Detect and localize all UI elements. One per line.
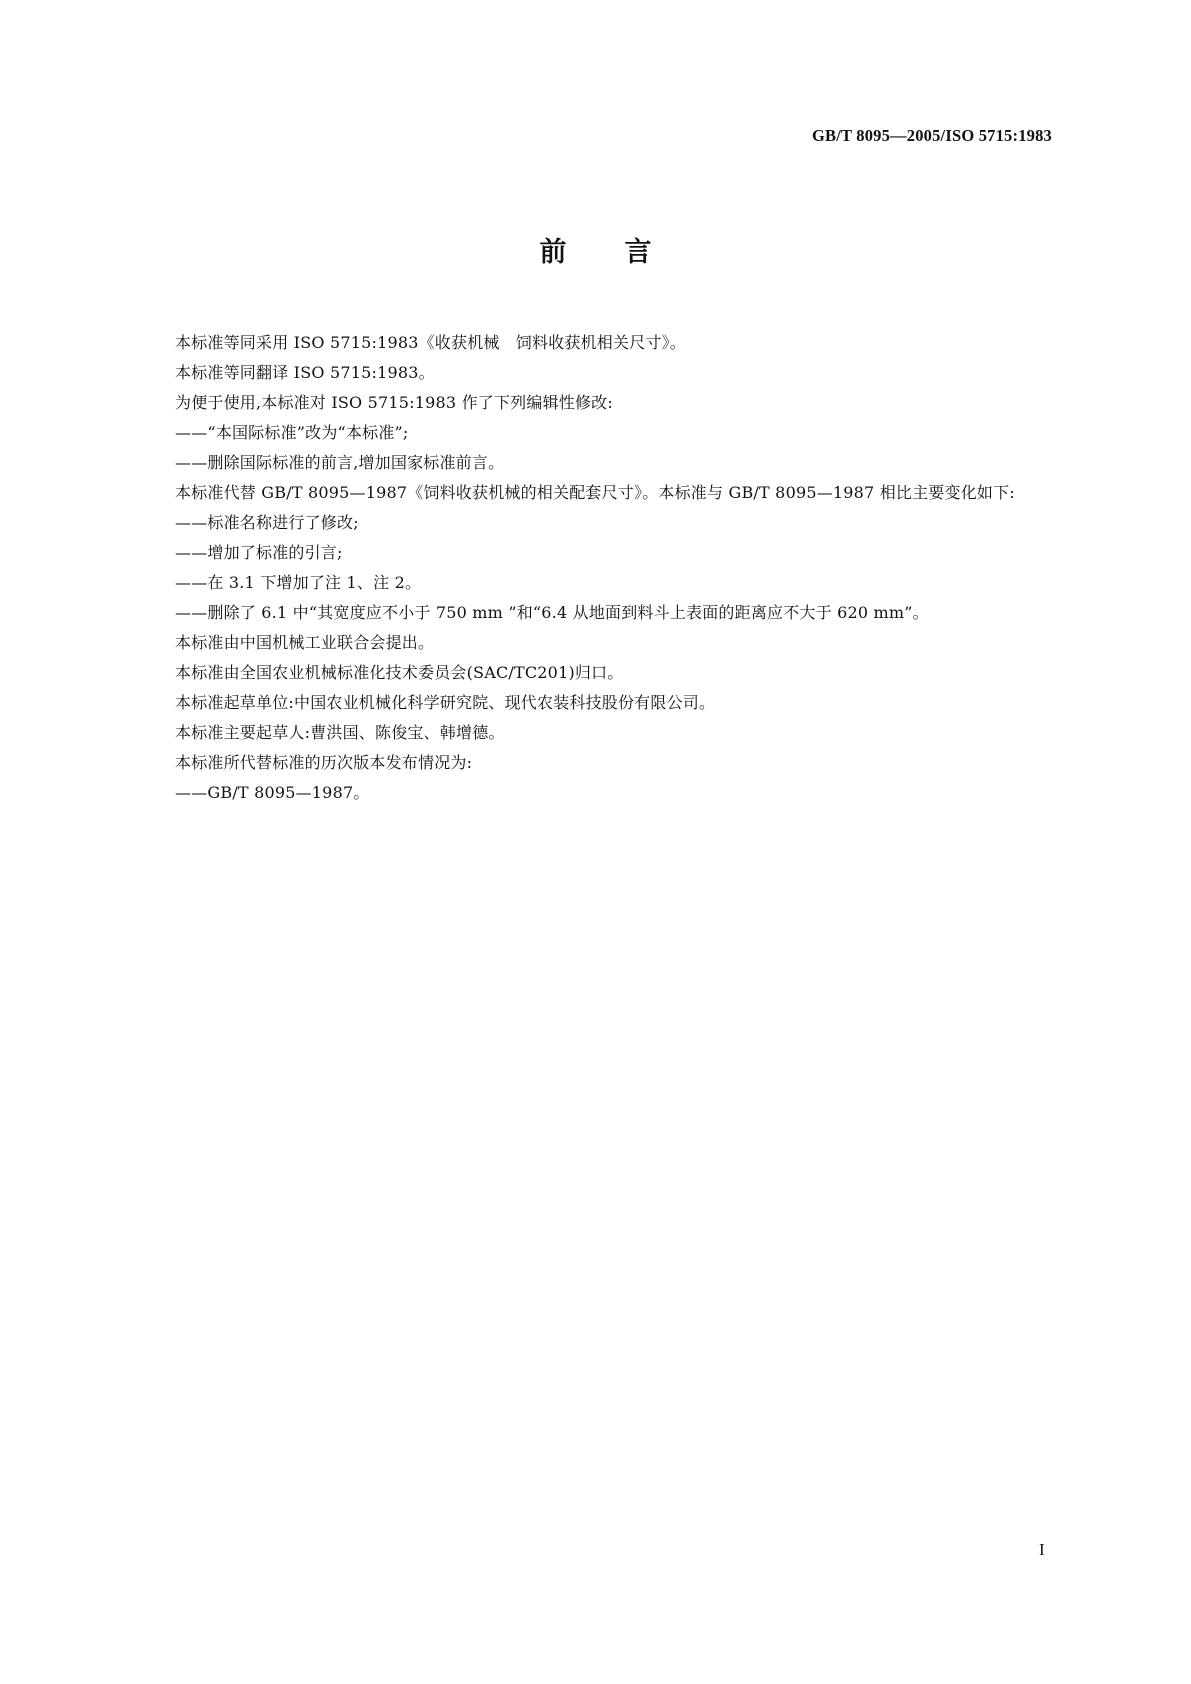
list-item-editorial-change-1: ——“本国际标准”改为“本标准”;	[175, 423, 409, 442]
foreword-body	[148, 328, 1062, 808]
paragraph-drafting-units: 本标准起草单位:中国农业机械化科学研究院、现代农装科技股份有限公司。	[175, 693, 716, 712]
paragraph-translation: 本标准等同翻译 ISO 5715:1983。	[175, 363, 435, 382]
paragraph-drafters: 本标准主要起草人:曹洪国、陈俊宝、韩增德。	[175, 723, 505, 742]
page-number: I	[1039, 1540, 1045, 1559]
paragraph-replacement: 本标准代替 GB/T 8095—1987《饲料收获机械的相关配套尺寸》。本标准与 GB/T 8095—1987 相比主要变化如下:	[175, 483, 1015, 502]
paragraph-proposed-by: 本标准由中国机械工业联合会提出。	[175, 633, 435, 652]
paragraph-editorial-changes-intro: 为便于使用,本标准对 ISO 5715:1983 作了下列编辑性修改:	[175, 393, 613, 412]
list-item-main-change-1: ——标准名称进行了修改;	[175, 513, 359, 532]
list-item-main-change-3: ——在 3.1 下增加了注 1、注 2。	[175, 573, 422, 592]
paragraph-history-intro: 本标准所代替标准的历次版本发布情况为:	[175, 753, 473, 772]
paragraph-centralized-by: 本标准由全国农业机械标准化技术委员会(SAC/TC201)归口。	[175, 663, 624, 682]
page-title: 前言	[539, 237, 710, 268]
list-item-main-change-4: ——删除了 6.1 中“其宽度应不小于 750 mm ”和“6.4 从地面到料斗上表面的距离应不大于 620 mm”。	[175, 603, 929, 622]
standard-code-header: GB/T 8095—2005/ISO 5715:1983	[812, 126, 1052, 145]
list-item-main-change-2: ——增加了标准的引言;	[175, 543, 343, 562]
list-item-editorial-change-2: ——删除国际标准的前言,增加国家标准前言。	[175, 453, 505, 472]
list-item-history-version: ——GB/T 8095—1987。	[175, 783, 370, 802]
paragraph-adoption: 本标准等同采用 ISO 5715:1983《收获机械 饲料收获机相关尺寸》。	[175, 333, 686, 352]
